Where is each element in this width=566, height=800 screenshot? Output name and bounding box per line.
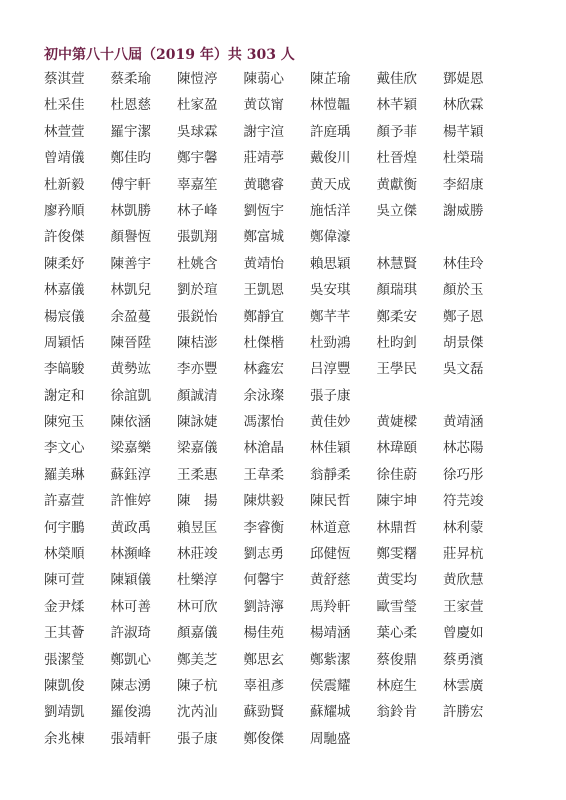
student-name: 李皜駿 [44,361,85,378]
student-name: 陳桔澎 [177,334,218,351]
student-name: 余盈蔓 [110,308,151,325]
student-name: 劉於瑄 [177,282,218,299]
student-name: 陳詠婕 [177,414,218,431]
student-name: 黄政禹 [110,519,151,536]
student-name: 顏誠清 [177,387,218,404]
student-name: 林榮順 [44,546,85,563]
student-name: 鄭俊傑 [243,730,284,747]
student-name: 林莊竣 [177,546,218,563]
student-name: 楊宸儀 [44,308,85,325]
student-name: 林瀕峰 [110,546,151,563]
student-name: 鄭柔安 [376,308,417,325]
student-name: 廖矜順 [44,202,85,219]
student-name: 林欣霖 [443,97,484,114]
student-name: 林愷韞 [310,97,351,114]
student-name: 鄭宇馨 [177,150,218,167]
student-name: 杜采佳 [44,97,85,114]
student-name: 辜嘉笙 [177,176,218,193]
student-name: 謝定和 [44,387,85,404]
student-name: 鄭紫潔 [310,651,351,668]
student-name: 曾慶如 [443,625,484,642]
student-name: 蔡勇濱 [443,651,484,668]
student-name: 林道意 [310,519,351,536]
student-name: 侯震耀 [310,677,351,694]
student-name: 林萱萱 [44,123,85,140]
student-name: 許嘉萱 [44,493,85,510]
student-name: 鄭子恩 [443,308,484,325]
student-name: 林嘉儀 [44,282,85,299]
student-name: 楊佳苑 [243,625,284,642]
empty-cell [377,726,444,752]
student-name: 辜祖彥 [243,677,284,694]
student-name: 符芫竣 [443,493,484,510]
student-name: 黄天成 [310,176,351,193]
student-name: 許庭瑀 [310,123,351,140]
student-name: 王家萱 [443,598,484,615]
student-name: 王柔惠 [177,466,218,483]
student-name: 戴佳欣 [376,71,417,87]
student-name: 鄭凱心 [110,651,151,668]
student-name: 顏譽恆 [110,229,151,246]
student-name: 曾靖儀 [44,150,85,167]
student-name: 黄聰睿 [243,176,284,193]
student-name: 徐誼凱 [110,387,151,404]
student-name: 林滄晶 [243,440,284,457]
student-name: 徐巧彤 [443,466,484,483]
student-name: 林佳玲 [443,255,484,272]
student-name: 陳凱俊 [44,677,85,694]
student-name: 張靖軒 [110,730,151,747]
student-name: 傅宇軒 [110,176,151,193]
student-name: 邱健恆 [310,546,351,563]
student-name: 余兆棟 [44,730,85,747]
student-name: 顏嘉儀 [177,625,218,642]
student-name: 陳芷瑜 [310,71,351,87]
student-name: 李文心 [44,440,85,457]
student-name: 陳善宇 [110,255,151,272]
student-name: 顏瑞琪 [376,282,417,299]
student-name: 楊芊穎 [443,123,484,140]
student-name: 林雲廣 [443,677,484,694]
student-name: 何宇鵬 [44,519,85,536]
student-name: 蔡淇萱 [44,71,85,87]
student-name: 鄭佳昀 [110,150,151,167]
student-name: 林佳穎 [310,440,351,457]
student-name: 陳民哲 [310,493,351,510]
student-name: 羅俊鴻 [110,704,151,721]
student-name: 沈芮汕 [177,704,218,721]
student-name: 杜昀釗 [376,334,417,351]
class-heading: 初中第八十八屆（2019 年）共 303 人 [44,47,295,63]
student-name: 黄獻衡 [376,176,417,193]
student-name: 顏予菲 [376,123,417,140]
student-name: 謝宇渲 [243,123,284,140]
student-name: 林子峰 [177,202,218,219]
student-name: 梁嘉樂 [110,440,151,457]
student-name: 蔡俊鼎 [376,651,417,668]
student-name: 林慧賢 [376,255,417,272]
student-name: 吳安琪 [310,282,351,299]
student-name: 杜恩慈 [110,97,151,114]
student-name: 杜家盈 [177,97,218,114]
student-name: 何馨宇 [243,572,284,589]
student-name: 金尹煣 [44,598,85,615]
student-name: 林鼎哲 [376,519,417,536]
student-name: 鄭雯糬 [376,546,417,563]
student-name: 鄭美芝 [177,651,218,668]
student-name: 王凱恩 [243,282,284,299]
empty-cell [377,383,444,409]
student-name: 許勝宏 [443,704,484,721]
student-name: 陳志湧 [110,677,151,694]
student-name: 劉靖凱 [44,704,85,721]
student-name: 劉詩濘 [243,598,284,615]
student-name: 周穎恬 [44,334,85,351]
student-name: 胡景傑 [443,334,484,351]
student-name: 林可善 [110,598,151,615]
student-name: 鄭富城 [243,229,284,246]
student-name: 馮潔怡 [243,414,284,431]
student-name: 羅宇潔 [110,123,151,140]
student-name: 林凱兒 [110,282,151,299]
student-name: 羅美琳 [44,466,85,483]
student-name: 莊昇杭 [443,546,484,563]
student-name: 吳立傑 [376,202,417,219]
student-name: 黄雯均 [376,572,417,589]
student-name: 黄苡甯 [243,97,284,114]
student-name: 陳宛玉 [44,414,85,431]
student-name: 莊靖葶 [243,150,284,167]
student-name: 鄭思玄 [243,651,284,668]
student-name: 杜新毅 [44,176,85,193]
student-name: 謝威勝 [443,202,484,219]
student-name: 陳愷渟 [177,71,218,87]
student-name: 杜樂淳 [177,572,218,589]
student-name: 劉恆宇 [243,202,284,219]
student-name: 陳可萱 [44,572,85,589]
student-name: 翁鈴肯 [376,704,417,721]
student-name: 王其薈 [44,625,85,642]
empty-cell [443,224,510,250]
student-name-grid [44,66,510,752]
student-name: 陳 揚 [177,493,218,510]
student-name: 黄勢竑 [110,361,151,378]
student-name: 林鑫宏 [243,361,284,378]
student-name: 施恬洋 [310,202,351,219]
student-name: 林利蒙 [443,519,484,536]
student-name: 黄婕樑 [376,414,417,431]
student-name: 黄靖涵 [443,414,484,431]
student-name: 楊靖涵 [310,625,351,642]
empty-cell [443,726,510,752]
student-name: 林庭生 [376,677,417,694]
student-name: 許惟婷 [110,493,151,510]
student-name: 梁嘉儀 [177,440,218,457]
student-name: 翁靜柔 [310,466,351,483]
student-name: 戴俊川 [310,150,351,167]
student-name: 黄靖怡 [243,255,284,272]
student-name: 賴昱匡 [177,519,218,536]
student-name: 李睿衡 [243,519,284,536]
student-name: 蘇勁賢 [243,704,284,721]
student-name: 吕淳豐 [310,361,351,378]
student-name: 杜晉煌 [376,150,417,167]
student-name: 林凱勝 [110,202,151,219]
student-name: 馬羚軒 [310,598,351,615]
student-name: 周馳盛 [310,730,351,747]
student-name: 張子康 [310,387,351,404]
student-name: 陳烘毅 [243,493,284,510]
student-name: 徐佳蔚 [376,466,417,483]
student-name: 林芊穎 [376,97,417,114]
student-name: 陳宇坤 [376,493,417,510]
student-name: 鄭芊芊 [310,308,351,325]
student-name: 陳柔妤 [44,255,85,272]
student-name: 歐雪瑩 [376,598,417,615]
student-name: 張潔瑩 [44,651,85,668]
student-name: 李紹康 [443,176,484,193]
student-name: 林芯陽 [443,440,484,457]
student-name: 鄭靜宜 [243,308,284,325]
student-name: 劉志勇 [243,546,284,563]
empty-cell [443,383,510,409]
student-name: 蔡柔瑜 [110,71,151,87]
student-name: 許淑琦 [110,625,151,642]
student-name: 吳球霖 [177,123,218,140]
student-name: 蘇鈺淳 [110,466,151,483]
student-name: 杜傑楷 [243,334,284,351]
student-name: 鄧媞恩 [443,71,484,87]
student-name: 陳穎儀 [110,572,151,589]
student-name: 蘇耀城 [310,704,351,721]
student-name: 葉心柔 [376,625,417,642]
student-name: 張凱翔 [177,229,218,246]
student-name: 吳文磊 [443,361,484,378]
student-name: 王韋柔 [243,466,284,483]
student-name: 陳依涵 [110,414,151,431]
student-name: 杜榮瑞 [443,150,484,167]
student-name: 杜勁鴻 [310,334,351,351]
student-name: 鄭偉濠 [310,229,351,246]
empty-cell [377,224,444,250]
student-name: 杜姚含 [177,255,218,272]
student-name: 黄欣慧 [443,572,484,589]
student-name: 余泳璨 [243,387,284,404]
student-name: 張子康 [177,730,218,747]
student-name: 王學民 [376,361,417,378]
student-name: 黄舒慈 [310,572,351,589]
student-name: 陳晉陞 [110,334,151,351]
student-name: 陳子杭 [177,677,218,694]
student-name: 林可欣 [177,598,218,615]
student-name: 黄佳妙 [310,414,351,431]
student-name: 顏於玉 [443,282,484,299]
student-name: 李亦豐 [177,361,218,378]
student-name: 林瑋頤 [376,440,417,457]
student-name: 許俊傑 [44,229,85,246]
student-name: 陳蒻心 [243,71,284,87]
student-name: 張鋭怡 [177,308,218,325]
student-name: 賴思穎 [310,255,351,272]
